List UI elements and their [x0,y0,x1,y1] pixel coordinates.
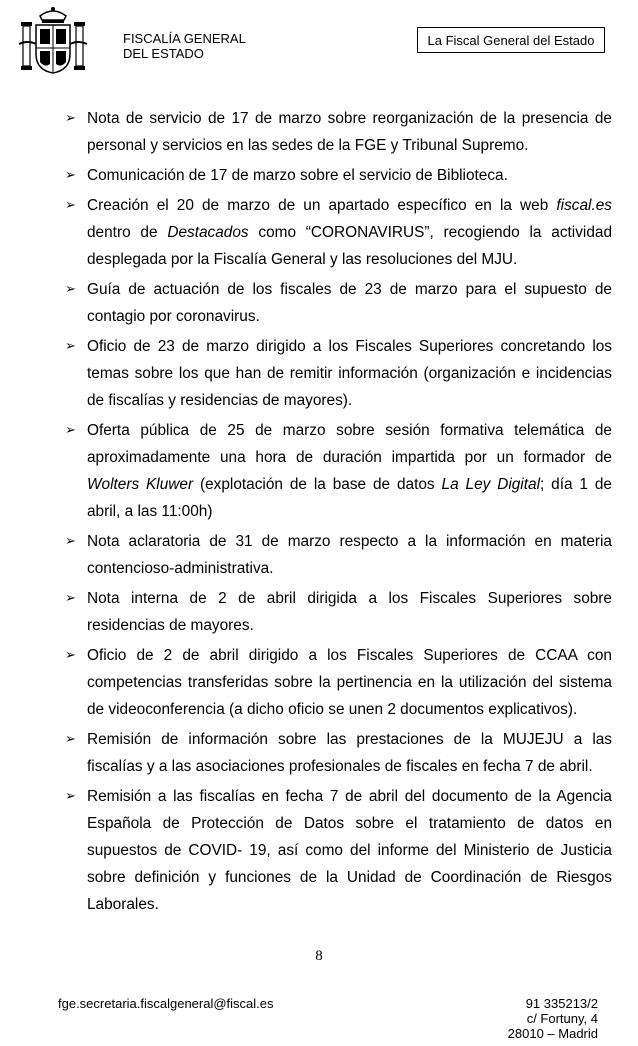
item-text: Guía de actuación de los fiscales de 23 de marzo para el supuesto de contagio por coronavirus. [87,281,612,325]
list-item [65,528,612,582]
header-title: La Fiscal General del Estado [427,32,595,48]
footer-address [508,996,598,1041]
organization-line-2: DEL ESTADO [123,46,204,61]
organization-line-1: FISCALÍA GENERAL [123,31,246,46]
arrow-bullet-icon: ➢ [65,591,76,606]
item-text: Nota aclaratoria de 31 de marzo respecto a la información en materia contencioso-administrativa. [87,533,612,577]
footer-email: fge.secretaria.fiscalgeneral@fiscal.es [58,996,274,1011]
page-number: 8 [315,948,323,964]
item-text-italic: fiscal.es [556,197,612,214]
arrow-bullet-icon: ➢ [65,198,76,213]
item-text: (explotación de la base de datos [193,476,442,493]
bullet-list [65,105,612,921]
list-item [65,276,612,330]
item-text-italic: Wolters Kluwer [87,476,194,493]
item-text: Creación el 20 de marzo de un apartado específico en la web [87,197,557,214]
item-text: Nota interna de 2 de abril dirigida a los Fiscales Superiores sobre residencias de mayores. [87,590,612,634]
arrow-bullet-icon: ➢ [65,282,76,297]
item-text-italic: Destacados [167,224,249,241]
list-item [65,417,612,525]
item-text: como “CORONAVIRUS”, recogiendo la actividad desplegada por la Fiscalía General y las resoluciones del MJU. [87,224,612,268]
arrow-bullet-icon: ➢ [65,168,76,183]
item-text: Comunicación de 17 de marzo sobre el servicio de Biblioteca. [87,167,508,184]
list-item [65,585,612,639]
list-item [65,783,612,918]
list-item [65,192,612,273]
list-item [65,333,612,414]
arrow-bullet-icon: ➢ [65,732,76,747]
arrow-bullet-icon: ➢ [65,339,76,354]
coat-of-arms-logo [18,4,88,76]
arrow-bullet-icon: ➢ [65,789,76,804]
list-item [65,726,612,780]
arrow-bullet-icon: ➢ [65,648,76,663]
item-text: ; día 1 de abril, a las 11:00h) [87,476,612,520]
footer-phone: 91 335213/2 [525,996,598,1011]
header-title-box [417,27,605,53]
arrow-bullet-icon: ➢ [65,111,76,126]
arrow-bullet-icon: ➢ [65,534,76,549]
item-text-italic: La Ley Digital [441,476,540,493]
item-text: Oferta pública de 25 de marzo sobre sesión formativa telemática de aproximadamente una hora de duración impartida por un formador de [87,422,612,466]
list-item [65,105,612,159]
item-text: Remisión a las fiscalías en fecha 7 de abril del documento de la Agencia Española de Protección de Datos sobre el tratamiento de datos en supuestos de COVID- 19, así como del informe del Ministerio de Justicia sobre definición y funciones de la Unidad de Coordinación de Riesgos Laborales. [87,788,612,913]
item-text: Oficio de 2 de abril dirigido a los Fiscales Superiores de CCAA con competencias transferidas sobre la pertinencia en la utilización del sistema de videoconferencia (a dicho oficio se unen 2 documentos explicativos). [87,647,612,718]
list-item [65,162,612,189]
item-text: Nota de servicio de 17 de marzo sobre reorganización de la presencia de personal y servicios en las sedes de la FGE y Tribunal Supremo. [87,110,612,154]
arrow-bullet-icon: ➢ [65,423,76,438]
item-text: Oficio de 23 de marzo dirigido a los Fiscales Superiores concretando los temas sobre los que han de remitir información (organización e incidencias de fiscalías y residencias de mayores). [87,338,612,409]
organization-name [123,31,246,61]
list-item [65,642,612,723]
footer-city: 28010 – Madrid [507,1026,598,1041]
footer-street: c/ Fortuny, 4 [526,1011,598,1026]
item-text: dentro de [87,224,168,241]
item-text: Remisión de información sobre las prestaciones de la MUJEJU a las fiscalías y a las asociaciones profesionales de fiscales en fecha 7 de abril. [87,731,612,775]
